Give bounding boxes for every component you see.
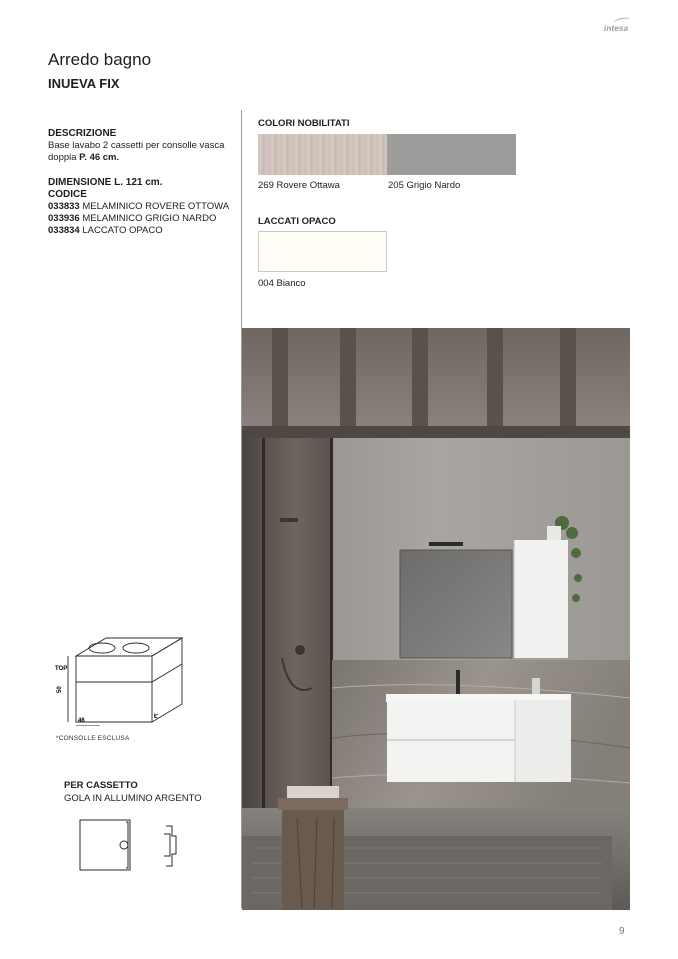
- height-dimension: 50: [57, 686, 63, 693]
- description-heading: DESCRIZIONE: [48, 128, 117, 139]
- depth-dimension: 46: [78, 718, 85, 724]
- description-text: [48, 140, 233, 164]
- swatch-bianco: [258, 231, 387, 272]
- description-body: Base lavabo 2 cassetti per consolle vasca doppia: [48, 140, 225, 163]
- code-item: [48, 225, 233, 237]
- description-depth: P. 46 cm.: [79, 152, 120, 163]
- laccati-opaco-heading: LACCATI OPACO: [258, 216, 336, 227]
- swatch-grigio-nardo: [387, 134, 516, 175]
- code-number: 033834: [48, 225, 80, 236]
- code-number: 033936: [48, 213, 80, 224]
- page-number: 9: [619, 926, 625, 937]
- drawer-heading: PER CASSETTO: [64, 780, 138, 791]
- page-title: Arredo bagno: [48, 50, 152, 69]
- brand-logo: intesa: [604, 24, 629, 33]
- code-item: [48, 201, 233, 213]
- swatch-rovere-ottawa: [258, 134, 387, 175]
- base-technical-drawing: [54, 626, 194, 726]
- code-label: MELAMINICO GRIGIO NARDO: [82, 213, 217, 224]
- code-label: LACCATO OPACO: [82, 225, 163, 236]
- colori-nobilitati-heading: COLORI NOBILITATI: [258, 118, 350, 129]
- description-block: [48, 128, 233, 164]
- swatch-label: 205 Grigio Nardo: [388, 180, 461, 191]
- product-name: INUEVA FIX: [48, 76, 120, 91]
- dimension-code-block: [48, 177, 233, 237]
- swatch-label: 269 Rovere Ottawa: [258, 180, 340, 191]
- code-item: [48, 213, 233, 225]
- swatch-label: 004 Bianco: [258, 278, 306, 289]
- code-label: MELAMINICO ROVERE OTTOWA: [82, 201, 230, 212]
- drawer-subheading: GOLA IN ALLUMINO ARGENTO: [64, 793, 202, 804]
- consolle-note: *CONSOLLE ESCLUSA: [56, 735, 130, 742]
- code-heading: CODICE: [48, 189, 87, 200]
- drawer-handle-drawing: [76, 816, 186, 876]
- dimension-heading: DIMENSIONE L. 121 cm.: [48, 177, 163, 188]
- bathroom-product-photo: [242, 328, 630, 910]
- width-dimension: L: [154, 714, 158, 720]
- top-label: TOP: [55, 666, 68, 672]
- code-number: 033833: [48, 201, 80, 212]
